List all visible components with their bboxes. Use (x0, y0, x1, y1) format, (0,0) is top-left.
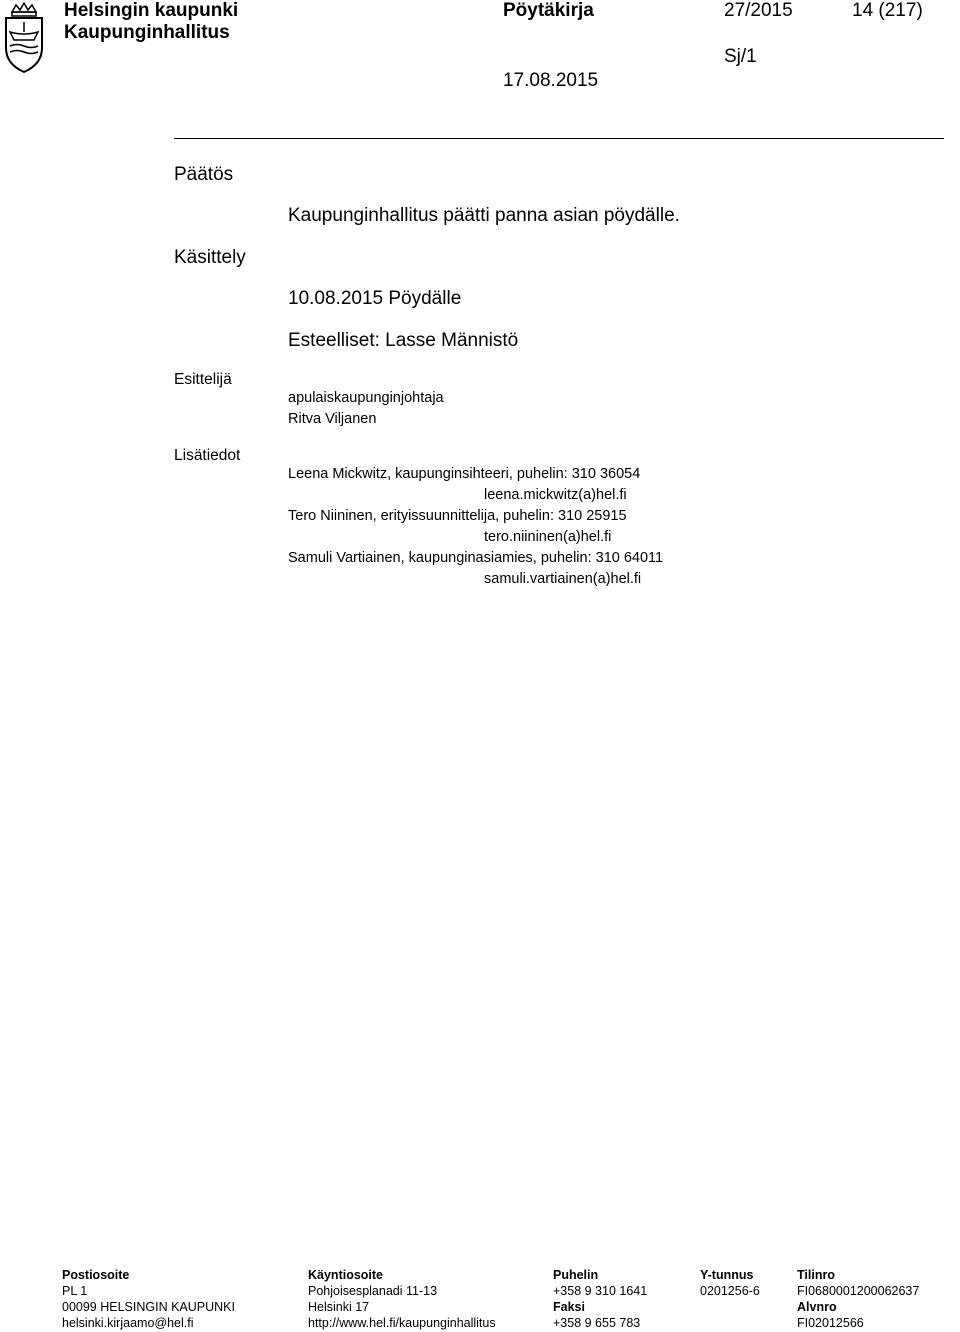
footer-faksi-title: Faksi (553, 1300, 585, 1314)
footer-ytunnus-title: Y-tunnus (700, 1268, 754, 1282)
contact-line: Samuli Vartiainen, kaupunginasiamies, puhelin: 310 64011 (288, 550, 664, 566)
footer-faksi-number: +358 9 655 783 (553, 1316, 641, 1330)
contact-line: Tero Niininen, erityissuunnittelija, puhelin: 310 25915 (288, 508, 627, 524)
footer-puhelin (553, 1267, 647, 1331)
contact-line: Leena Mickwitz, kaupunginsihteeri, puhelin: 310 36054 (288, 466, 641, 482)
footer-kayntiosoite-title: Käyntiosoite (308, 1268, 384, 1282)
footer-puhelin-title: Puhelin (553, 1268, 599, 1282)
contact-email: leena.mickwitz(a)hel.fi (484, 487, 627, 503)
footer-kayntiosoite (308, 1267, 496, 1331)
footer-kayntiosoite-line: Helsinki 17 (308, 1300, 370, 1314)
page-number: 14 (217) (852, 0, 923, 21)
paatos-label: Päätös (174, 164, 234, 185)
footer-tilinro-title: Tilinro (797, 1268, 835, 1282)
footer-tilinro (797, 1267, 919, 1331)
paatos-text: Kaupunginhallitus päätti panna asian pöydälle. (288, 205, 680, 226)
kasittely-date: 10.08.2015 Pöydälle (288, 288, 462, 309)
esittelija-title: apulaiskaupunginjohtaja (288, 390, 444, 406)
footer-kayntiosoite-line: Pohjoisesplanadi 11-13 (308, 1284, 438, 1298)
footer-postiosoite-title: Postiosoite (62, 1268, 130, 1282)
meeting-date: 17.08.2015 (503, 70, 599, 91)
document-type: Pöytäkirja (503, 0, 594, 21)
footer-website: http://www.hel.fi/kaupunginhallitus (308, 1316, 496, 1330)
esteelliset-text: Esteelliset: Lasse Männistö (288, 330, 519, 351)
footer-alvnro-title: Alvnro (797, 1300, 837, 1314)
esittelija-name: Ritva Viljanen (288, 411, 377, 427)
contact-email: tero.niininen(a)hel.fi (484, 529, 612, 545)
footer-tilinro-value: FI0680001200062637 (797, 1284, 920, 1298)
org-unit: Kaupunginhallitus (64, 22, 230, 43)
header-divider (174, 138, 944, 139)
footer-postiosoite-line: 00099 HELSINGIN KAUPUNKI (62, 1300, 235, 1314)
footer-email: helsinki.kirjaamo@hel.fi (62, 1316, 194, 1330)
footer-ytunnus (700, 1267, 760, 1299)
footer-postiosoite-line: PL 1 (62, 1284, 88, 1298)
footer-puhelin-number: +358 9 310 1641 (553, 1284, 648, 1298)
org-name: Helsingin kaupunki (64, 0, 239, 21)
section-code: Sj/1 (724, 46, 757, 67)
kasittely-label: Käsittely (174, 247, 246, 268)
lisatiedot-label: Lisätiedot (174, 447, 241, 464)
footer-postiosoite (62, 1267, 235, 1331)
footer-alvnro-value: FI02012566 (797, 1316, 864, 1330)
record-number: 27/2015 (724, 0, 793, 21)
footer-ytunnus-value: 0201256-6 (700, 1284, 760, 1298)
contact-email: samuli.vartiainen(a)hel.fi (484, 571, 642, 587)
esittelija-label: Esittelijä (174, 371, 232, 388)
helsinki-coat-of-arms-logo (2, 2, 46, 74)
